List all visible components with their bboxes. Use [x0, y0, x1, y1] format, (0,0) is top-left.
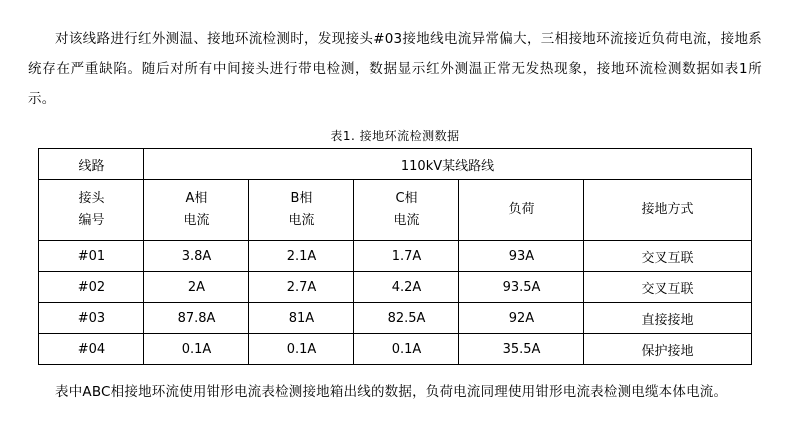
- cell-joint: #03: [39, 303, 144, 334]
- cell-joint: #04: [39, 334, 144, 365]
- header-phase-b-line1: B相: [290, 191, 313, 206]
- cell-mode: 交叉互联: [584, 241, 751, 272]
- cell-phase-b: 81A: [249, 303, 354, 334]
- cell-phase-c: 1.7A: [354, 241, 459, 272]
- header-phase-a-line1: A相: [185, 191, 208, 206]
- header-phase-c: [354, 180, 459, 241]
- table-row: [39, 272, 751, 303]
- cell-mode: 直接接地: [584, 303, 751, 334]
- cell-route-value: 110kV某线路线: [144, 149, 751, 180]
- header-grounding-mode: 接地方式: [584, 180, 751, 241]
- cell-load: 35.5A: [459, 334, 584, 365]
- paragraph-intro: 对该线路进行红外测温、接地环流检测时，发现接头#03接地线电流异常偏大，三相接地环流接近负荷电流，接地系统存在严重缺陷。随后对所有中间接头进行带电检测，数据显示红外测温正常无发热现象，接地环流检测数据如表1所示。: [28, 30, 762, 107]
- cell-phase-b: 2.7A: [249, 272, 354, 303]
- cell-joint: #01: [39, 241, 144, 272]
- header-phase-c-line1: C相: [395, 191, 418, 206]
- paragraph-note: 表中ABC相接地环流使用钳形电流表检测接地箱出线的数据，负荷电流同理使用钳形电流表检测电缆本体电流。: [55, 384, 728, 400]
- cell-phase-a: 3.8A: [144, 241, 249, 272]
- cell-load: 93A: [459, 241, 584, 272]
- cell-mode: 保护接地: [584, 334, 751, 365]
- header-phase-a: [144, 180, 249, 241]
- cell-phase-c: 82.5A: [354, 303, 459, 334]
- header-phase-b: [249, 180, 354, 241]
- table-row-route: [39, 149, 751, 180]
- cell-phase-b: 2.1A: [249, 241, 354, 272]
- header-joint-no-line1: 接头: [78, 191, 105, 206]
- cell-load: 93.5A: [459, 272, 584, 303]
- cell-phase-a: 87.8A: [144, 303, 249, 334]
- table-row: [39, 303, 751, 334]
- cell-phase-c: 4.2A: [354, 272, 459, 303]
- header-phase-b-line2: 电流: [288, 213, 315, 228]
- table-row: [39, 334, 751, 365]
- cell-phase-c: 0.1A: [354, 334, 459, 365]
- cell-phase-a: 0.1A: [144, 334, 249, 365]
- table-row: [39, 241, 751, 272]
- cell-mode: 交叉互联: [584, 272, 751, 303]
- table-caption: 表1. 接地环流检测数据: [330, 129, 460, 143]
- cell-route-label: 线路: [39, 149, 144, 180]
- cell-load: 92A: [459, 303, 584, 334]
- table-row-header: [39, 180, 751, 241]
- grounding-current-table: [38, 148, 751, 365]
- header-joint-no: [39, 180, 144, 241]
- header-phase-a-line2: 电流: [183, 213, 210, 228]
- header-load: 负荷: [459, 180, 584, 241]
- header-phase-c-line2: 电流: [393, 213, 420, 228]
- cell-phase-b: 0.1A: [249, 334, 354, 365]
- cell-joint: #02: [39, 272, 144, 303]
- cell-phase-a: 2A: [144, 272, 249, 303]
- header-joint-no-line2: 编号: [78, 213, 105, 228]
